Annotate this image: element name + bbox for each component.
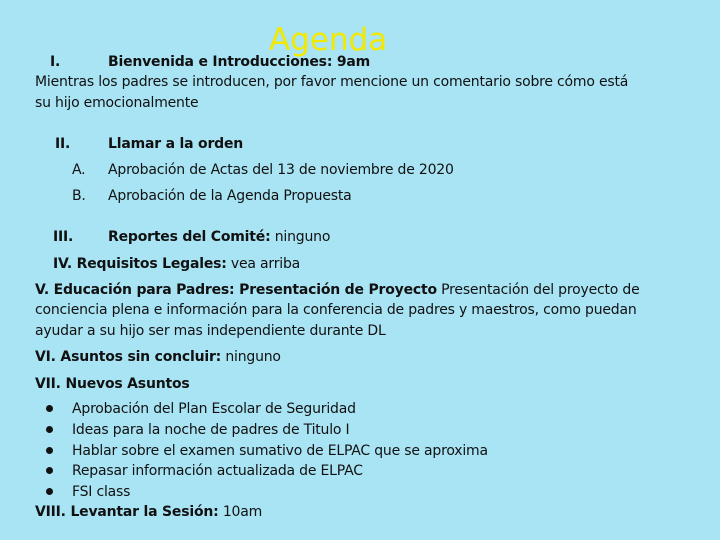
item-v-label: V. Educación para Padres: Presentación de Proyecto	[35, 282, 437, 298]
bullet-dot	[46, 426, 53, 433]
item-ii-b-text: Aprobación de la Agenda Propuesta	[108, 188, 352, 204]
item-vii-label: VII. Nuevos Asuntos	[35, 376, 190, 392]
item-iv-value: vea arriba	[230, 256, 301, 272]
bullet-dot	[46, 447, 53, 454]
item-v-value-line1: Presentación del proyecto de	[441, 282, 640, 298]
item-vii-bullet-2: Ideas para la noche de padres de Titulo I	[72, 422, 350, 438]
item-viii-value: 10am	[222, 504, 263, 520]
item-v-line1	[35, 280, 639, 300]
item-ii-a-text: Aprobación de Actas del 13 de noviembre de 2020	[108, 162, 454, 178]
item-vii-bullet-5: FSI class	[72, 484, 131, 500]
item-iii-value: ninguno	[274, 229, 331, 245]
item-iii-line	[108, 227, 330, 247]
item-viii-label: VIII. Levantar la Sesión:	[35, 504, 219, 520]
item-ii-b-marker: B.	[72, 188, 86, 204]
item-vii-bullet-3: Hablar sobre el examen sumativo de ELPAC que se aproxima	[72, 443, 488, 459]
item-vi-label: VI. Asuntos sin concluir:	[35, 349, 222, 365]
item-vii-bullet-1: Aprobación del Plan Escolar de Seguridad	[72, 401, 356, 417]
item-vii-bullet-4: Repasar información actualizada de ELPAC	[72, 463, 363, 479]
item-vi-value: ninguno	[225, 349, 281, 365]
item-v-line3: ayudar a su hijo ser mas independiente durante DL	[35, 323, 386, 339]
item-v-line2: conciencia plena e información para la conferencia de padres y maestros, como puedan	[35, 302, 637, 318]
agenda-title: Agenda	[269, 22, 388, 58]
item-iv-label: IV. Requisitos Legales:	[53, 256, 227, 272]
bullet-dot	[46, 467, 53, 474]
item-ii-numeral: II.	[55, 136, 71, 152]
item-ii-heading: Llamar a la orden	[108, 136, 244, 152]
item-i-numeral: I.	[50, 54, 61, 70]
item-iii-heading: Reportes del Comité:	[108, 229, 271, 245]
item-i-body-line2: su hijo emocionalmente	[35, 95, 199, 111]
item-iii-numeral: III.	[53, 229, 74, 245]
item-i-body-line1: Mientras los padres se introducen, por favor mencione un comentario sobre cómo está	[35, 74, 629, 90]
item-i-heading: Bienvenida e Introducciones: 9am	[108, 54, 371, 70]
item-ii-a-marker: A.	[72, 162, 86, 178]
bullet-dot	[46, 405, 53, 412]
bullet-dot	[46, 488, 53, 495]
item-iv-line	[53, 254, 300, 274]
item-viii-line	[35, 502, 262, 522]
item-vi-line	[35, 347, 281, 367]
